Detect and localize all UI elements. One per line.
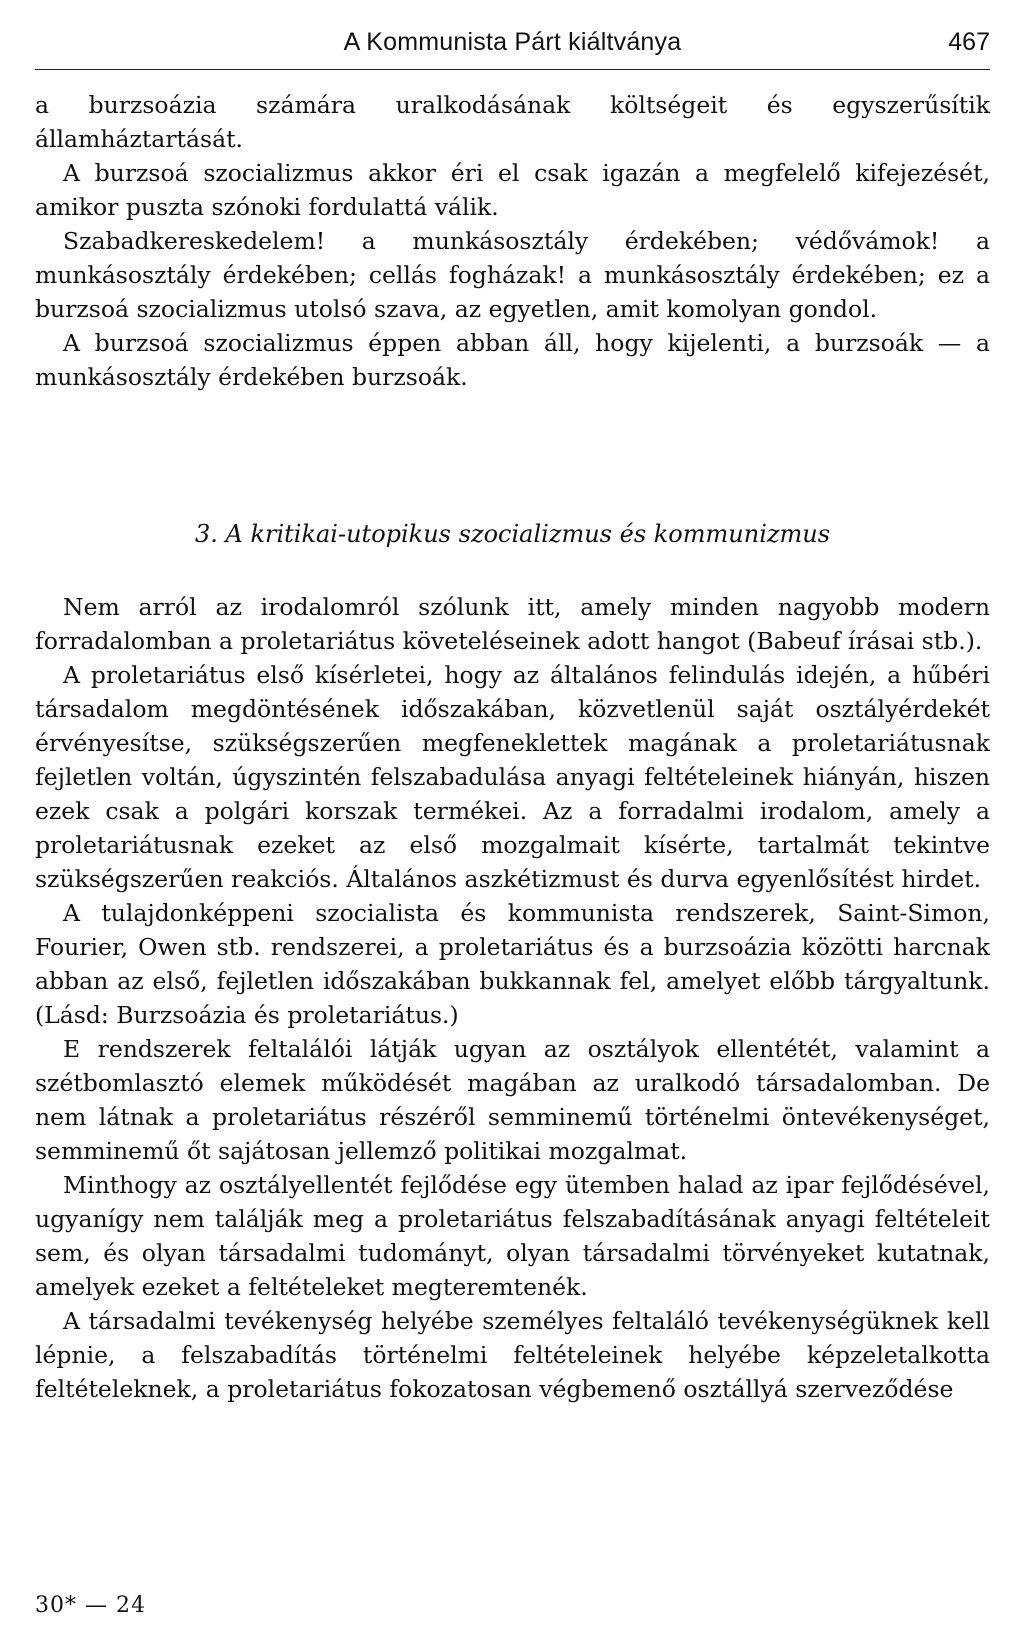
header-rule <box>35 69 990 70</box>
paragraph: Szabadkereskedelem! a munkásosztály érdekében; védővámok! a munkásosztály érdekében; cellás fogházak! a munkásosztály érdekében; ez a burzsoá szocializmus utolsó szava, az egyetlen, amit komolyan gondol. <box>35 227 990 323</box>
page-number: 467 <box>948 28 990 56</box>
running-header <box>35 24 990 64</box>
previous-section-text <box>35 88 990 394</box>
paragraph: A társadalmi tevékenység helyébe személyes feltaláló tevékenységüknek kell lépnie, a felszabadítás történelmi feltételeinek helyébe képzeletalkotta feltételeknek, a proletariátus fokozatosan végbemenő osztállyá szerveződése <box>35 1307 990 1403</box>
section-heading: 3. A kritikai-utopikus szocializmus és kommunizmus <box>194 520 831 548</box>
paragraph: A burzsoá szocializmus éppen abban áll, hogy kijelenti, a burzsoák — a munkásosztály érdekében burzsoák. <box>35 329 990 391</box>
printer-signature-mark: 30* — 24 <box>35 1593 146 1618</box>
book-page <box>35 0 990 1645</box>
paragraph: a burzsoázia számára uralkodásának költségeit és egyszerűsítik államháztartását. <box>35 91 990 153</box>
paragraph: Minthogy az osztályellentét fejlődése egy ütemben halad az ipar fejlődésével, ugyanígy nem találják meg a proletariátus felszabadításának anyagi feltételeit sem, és olyan társadalmi tudományt, olyan társadalmi törvényeket kutatnak, amelyek ezeket a feltételeket megteremtenék. <box>35 1171 990 1301</box>
paragraph: A proletariátus első kísérletei, hogy az általános felindulás idején, a hűbéri társadalom megdöntésének időszakában, közvetlenül saját osztályérdekét érvényesítse, szükségszerűen megfeneklettek magának a proletariátusnak fejletlen voltán, úgyszintén felszabadulása anyagi feltételeinek hiányán, hiszen ezek csak a polgári korszak termékei. Az a forradalmi irodalom, amely a proletariátusnak ezeket az első mozgalmait kísérte, tartalmát tekintve szükségszerűen reakciós. Általános aszkétizmust és durva egyenlősítést hirdet. <box>35 661 990 893</box>
running-title: A Kommunista Párt kiáltványa <box>343 28 682 56</box>
paragraph: A tulajdonképpeni szocialista és kommunista rendszerek, Saint-Simon, Fourier, Owen stb. rendszerei, a proletariátus és a burzsoázia közötti harcnak abban az első, fejletlen időszakában bukkannak fel, amelyet előbb tárgyaltunk. (Lásd: Burzsoázia és proletariátus.) <box>35 899 990 1029</box>
paragraph: A burzsoá szocializmus akkor éri el csak igazán a megfelelő kifejezését, amikor puszta szónoki fordulattá válik. <box>35 159 990 221</box>
section-body-text <box>35 590 990 1406</box>
paragraph: E rendszerek feltalálói látják ugyan az osztályok ellentétét, valamint a szétbomlasztó elemek működését magában az uralkodó társadalomban. De nem látnak a proletariátus részéről semminemű történelmi öntevékenységet, semminemű őt sajátosan jellemző politikai mozgalmat. <box>35 1035 990 1165</box>
paragraph: Nem arról az irodalomról szólunk itt, amely minden nagyobb modern forradalomban a proletariátus követeléseinek adott hangot (Babeuf írásai stb.). <box>35 593 990 655</box>
